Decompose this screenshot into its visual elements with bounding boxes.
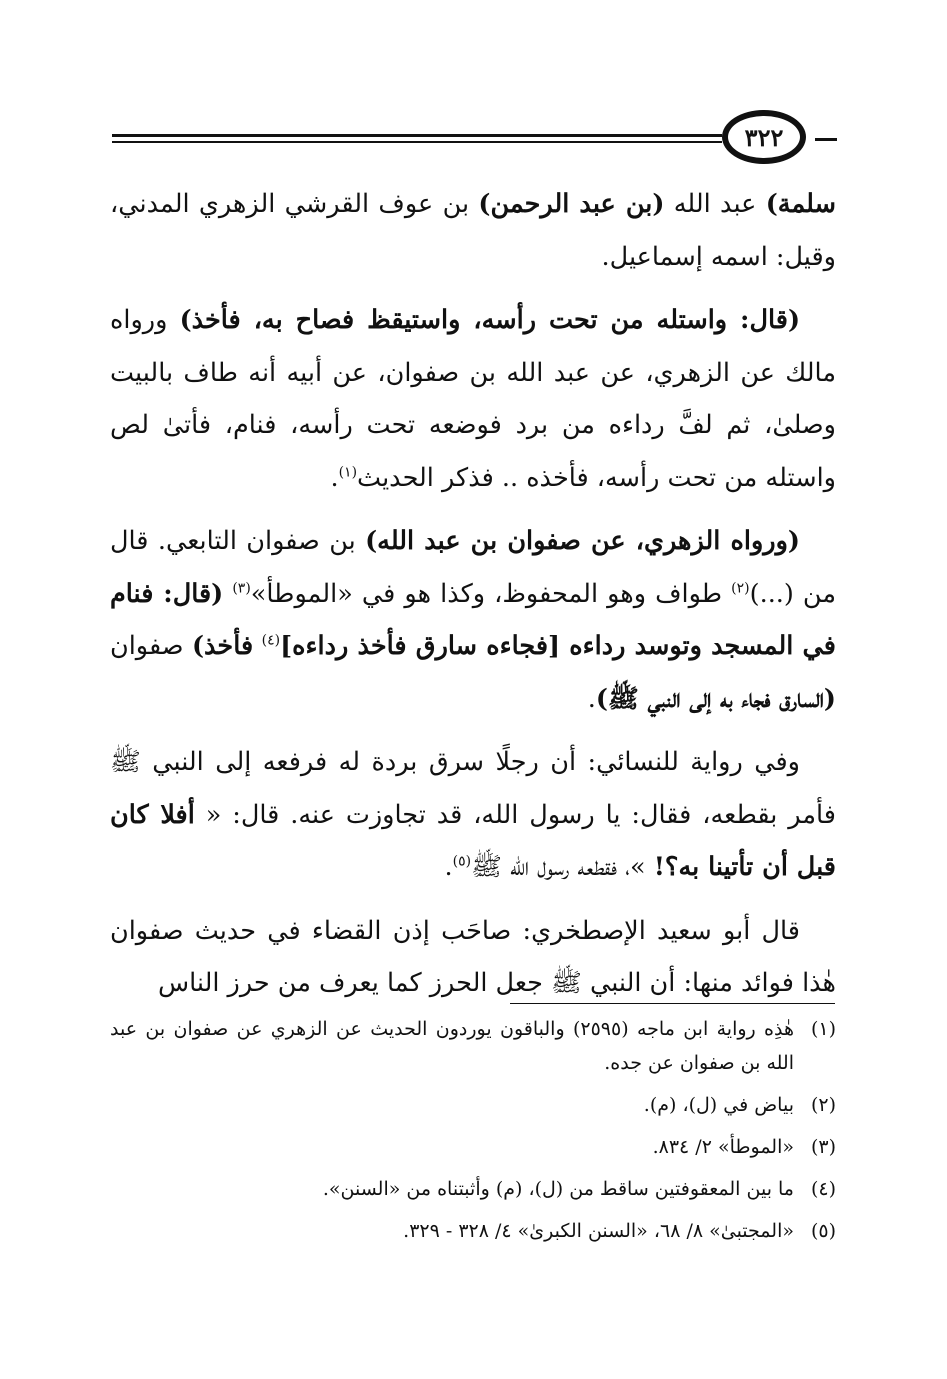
footnote-text: بياض في (ل)، (م). (643, 1094, 794, 1116)
footnotes (110, 1012, 836, 1256)
paragraph-3 (110, 515, 836, 725)
text-segment: »، فقطعه رسول الله ﷺ (471, 852, 654, 882)
footnote-number: (٢) (810, 1094, 836, 1116)
text-segment: عبد الله (664, 189, 766, 219)
text-segment: بن صفوان التابعي. قال من (...) (110, 526, 836, 609)
footnote-ref[interactable]: (٣) (232, 580, 251, 596)
footnote-item (110, 1172, 836, 1206)
footnote-number: (٣) (810, 1136, 836, 1158)
bold-segment: أفلا كان قبل أن تأتينا به؟! (110, 799, 836, 882)
footnote-text: «الموطأ» ٢/ ٨٣٤. (652, 1136, 794, 1158)
paragraph-1 (110, 178, 836, 283)
footnote-number: (٥) (810, 1220, 836, 1242)
footnote-item (110, 1214, 836, 1248)
footnote-ref[interactable]: (٢) (731, 580, 750, 596)
footnote-ref[interactable]: (٥) (452, 853, 472, 870)
text-segment: وفي رواية للنسائي: أن رجلًا سرق بردة له فرفعه إلى النبي ﷺ فأمر بقطعه، فقال: يا رسول الله، قد تجاوزت عنه. قال: « (110, 747, 836, 830)
page-number: ٣٢٢ (722, 110, 806, 164)
bold-segment: (قال: واستله من تحت رأسه، واستيقظ فصاح به، فأخذ) (179, 305, 801, 335)
footnote-text: هٰذِه رواية ابن ماجه (٢٥٩٥) والباقون يوردون الحديث عن الزهري عن صفوان بن عبد الله بن صفوان عن جده. (110, 1018, 794, 1074)
paragraph-2 (110, 294, 836, 504)
bold-segment: (قال: فنام في المسجد وتوسد رداءه [فجاءه سارق فأخذ رداءه] (110, 578, 836, 661)
text-segment: بن عوف القرشي الزهري المدني، وقيل: اسمه إسماعيل. (110, 189, 836, 272)
bold-segment: (ورواه الزهري، عن صفوان بن عبد الله) (365, 526, 800, 556)
paragraph-5 (110, 905, 836, 1010)
bold-segment: سلمة) (765, 189, 836, 219)
text-segment: قال أبو سعيد الإصطخري: صاحَب إذن القضاء في حديث صفوان هٰذا فوائد منها: أن النبي ﷺ جعل الحرز كما يعرف من حرز الناس (110, 915, 836, 998)
footnote-text: «المجتبىٰ» ٨/ ٦٨، «السنن الكبرىٰ» ٤/ ٣٢٨ - ٣٢٩. (403, 1220, 794, 1242)
header-rule-bottom (112, 141, 722, 143)
header-rule-right (815, 138, 837, 141)
text-segment: . (444, 852, 453, 882)
footnote-text: ما بين المعقوفتين ساقط من (ل)، (م) وأثبتناه من «السنن». (322, 1178, 794, 1200)
bold-segment: (السارق فجاء به إلى النبي ﷺ) (595, 683, 836, 714)
footnote-number: (١) (810, 1018, 836, 1040)
footnote-ref[interactable]: (١) (338, 464, 358, 480)
text-segment: طواف وهو المحفوظ، وكذا هو في «الموطأ» (250, 578, 732, 609)
paragraph-4 (110, 736, 836, 894)
text-segment: . (587, 683, 596, 714)
main-text (110, 178, 836, 1021)
footnote-ref[interactable]: (٤) (261, 632, 281, 649)
footnote-item (110, 1130, 836, 1164)
footnote-item (110, 1012, 836, 1080)
text-segment (253, 631, 261, 661)
text-segment: . (330, 462, 339, 493)
footnote-item (110, 1088, 836, 1122)
bold-segment: فأخذ) (191, 631, 254, 661)
footnote-divider (510, 1003, 835, 1004)
header-rule-top (112, 134, 722, 137)
bold-segment: (بن عبد الرحمن) (478, 189, 665, 219)
text-segment: صفوان (110, 631, 192, 661)
footnote-number: (٤) (810, 1178, 836, 1200)
text-segment (223, 579, 232, 609)
text-segment: ورواه مالك عن الزهري، عن عبد الله بن صفوان، عن أبيه أنه طاف بالبيت وصلىٰ، ثم لفَّ رداءه من برد فوضعه تحت رأسه، فنام، فأتىٰ لص واستله من تحت رأسه، فأخذه .. فذكر الحديث (110, 305, 836, 493)
page-header (112, 108, 837, 168)
